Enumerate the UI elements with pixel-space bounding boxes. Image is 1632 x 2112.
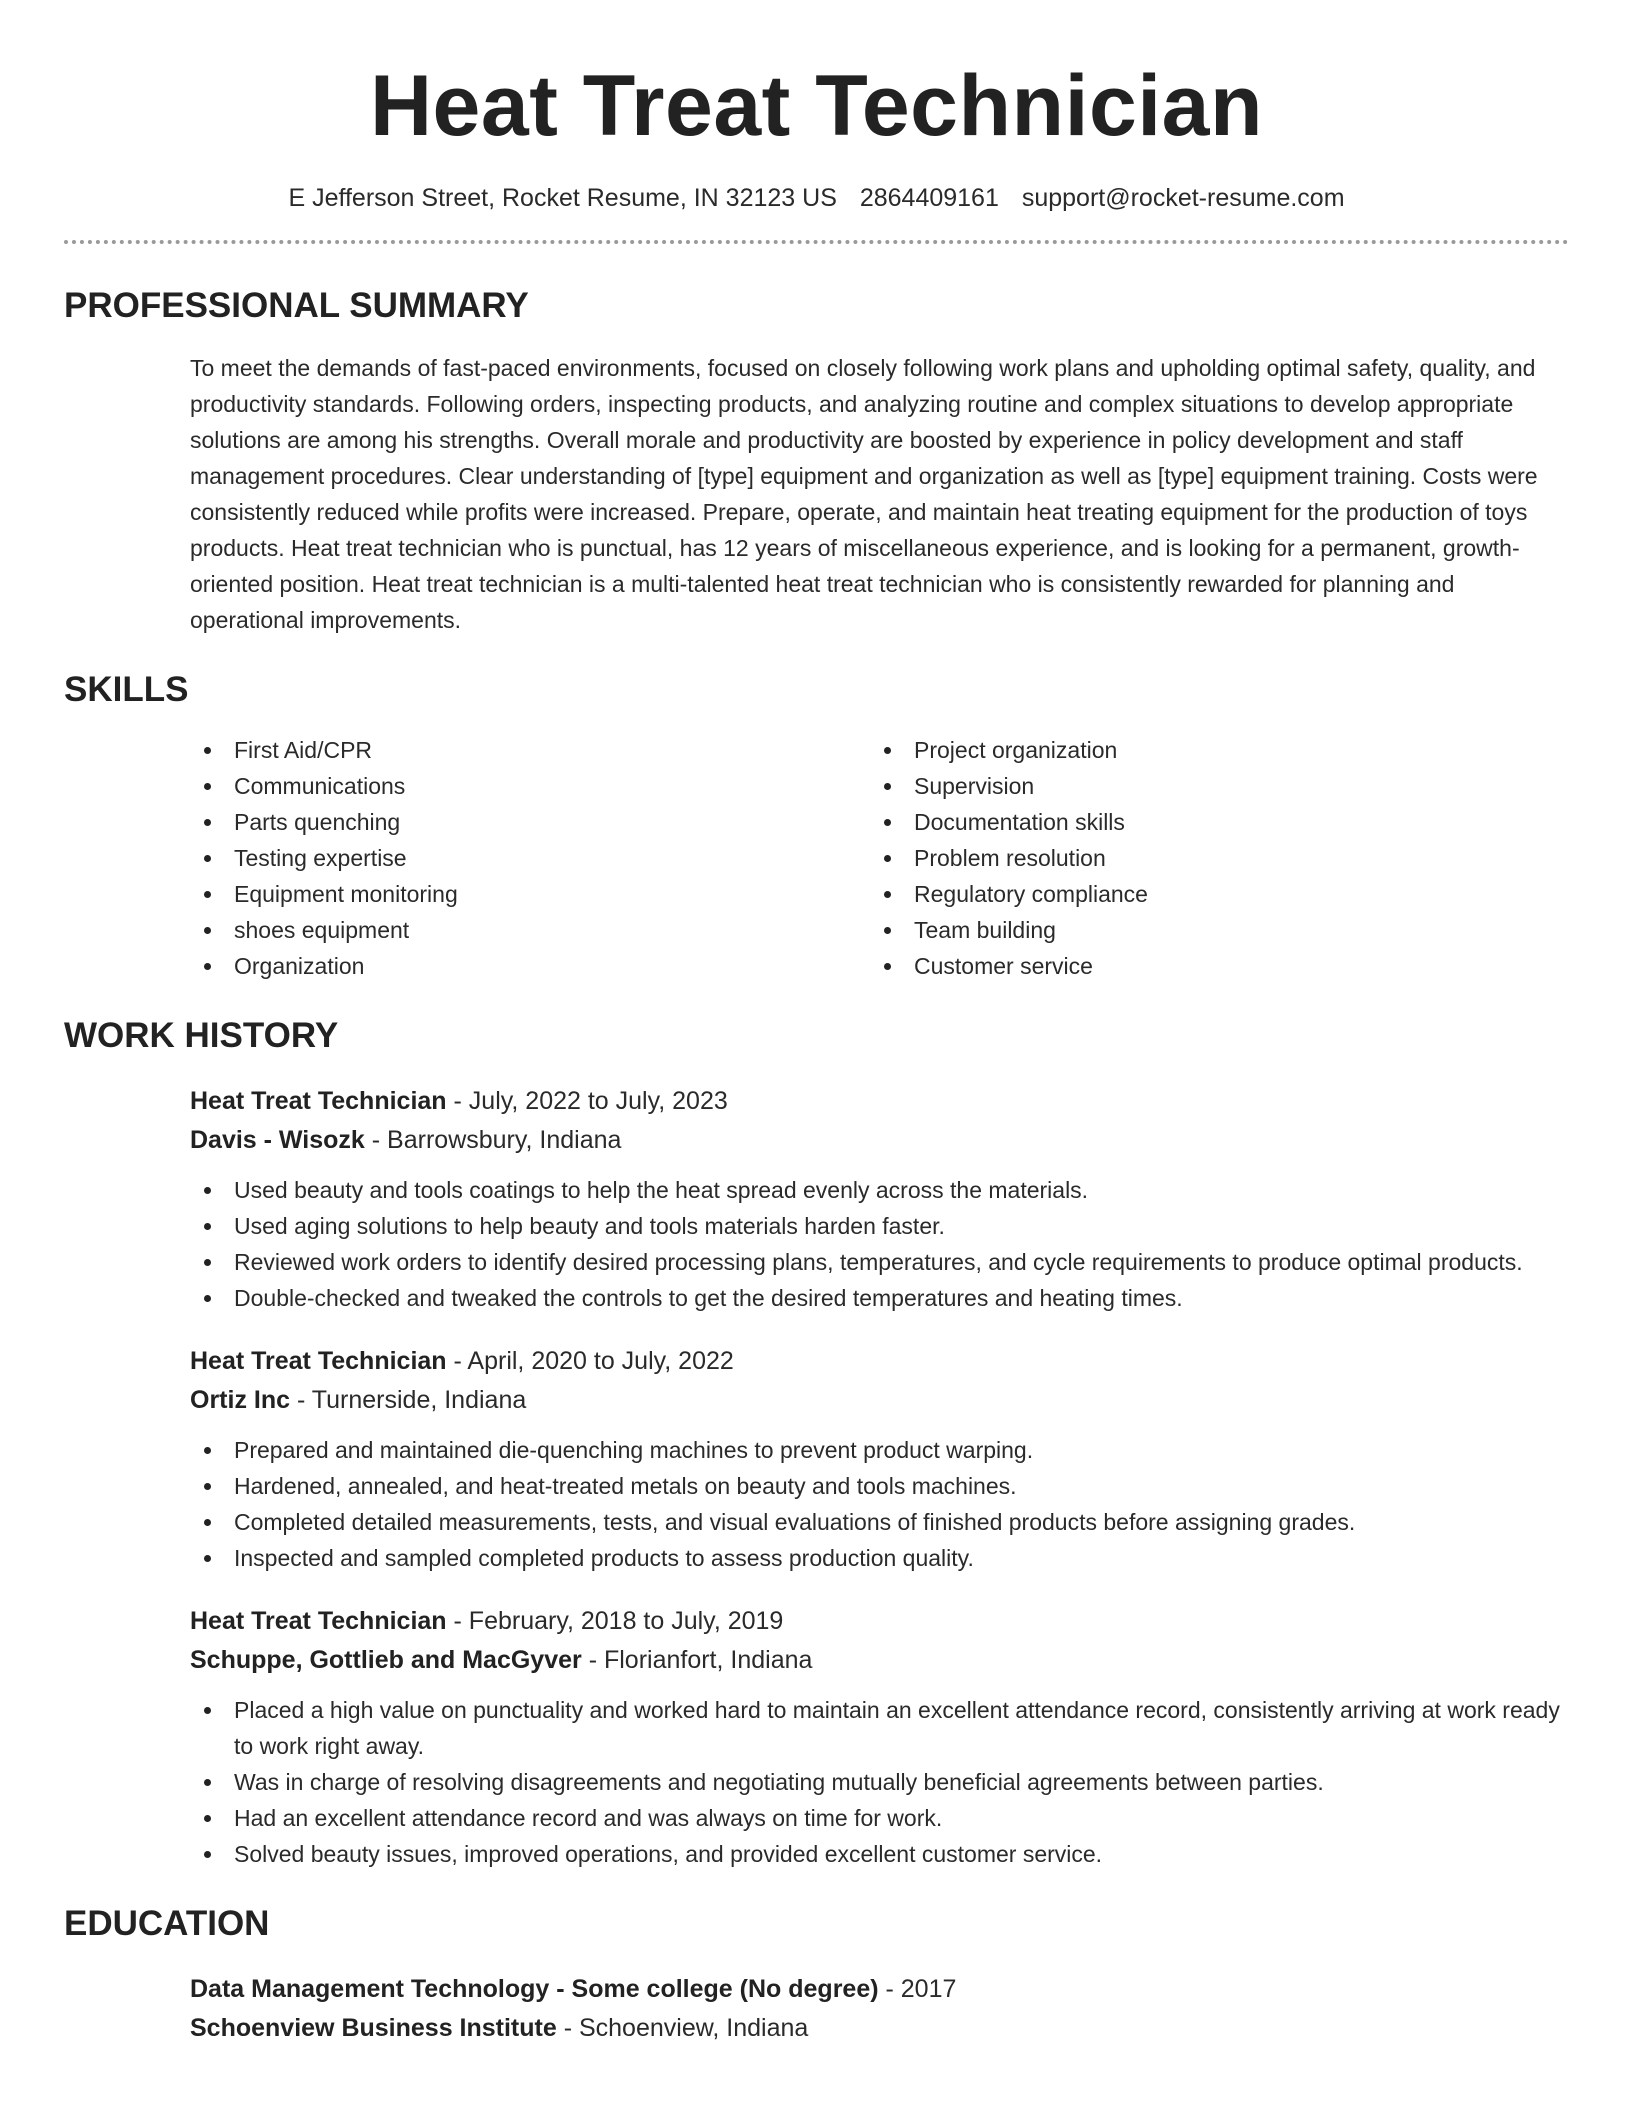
- education-school-line: [190, 2009, 1569, 2048]
- job-bullets: [190, 1172, 1569, 1316]
- job-title-line: [190, 1082, 1569, 1121]
- job-entry: [190, 1082, 1569, 1316]
- job-company: Ortiz Inc: [190, 1386, 291, 1414]
- skill-item: Customer service: [870, 948, 1550, 984]
- education-degree-line: [190, 1970, 1569, 2009]
- job-role: Heat Treat Technician: [190, 1087, 447, 1115]
- job-bullet: Used beauty and tools coatings to help the heat spread evenly across the materials.: [190, 1172, 1569, 1208]
- skills-section-title: SKILLS: [64, 670, 189, 709]
- job-location: - Barrowsbury, Indiana: [364, 1126, 622, 1154]
- job-location: - Florianfort, Indiana: [581, 1646, 813, 1674]
- education-location: - Schoenview, Indiana: [556, 2014, 809, 2042]
- work-section-title: WORK HISTORY: [64, 1016, 339, 1055]
- education-degree: Data Management Technology - Some college (No degree): [190, 1975, 879, 2003]
- job-bullet: Prepared and maintained die-quenching machines to prevent product warping.: [190, 1432, 1569, 1468]
- work-history: [190, 1082, 1569, 1872]
- job-bullet: Solved beauty issues, improved operations, and provided excellent customer service.: [190, 1836, 1569, 1872]
- skills-column-left: [190, 732, 870, 984]
- education-year: - 2017: [878, 1975, 957, 2003]
- summary-section-title: PROFESSIONAL SUMMARY: [64, 286, 529, 325]
- skill-item: Team building: [870, 912, 1550, 948]
- job-role: Heat Treat Technician: [190, 1607, 447, 1635]
- job-bullet: Hardened, annealed, and heat-treated metals on beauty and tools machines.: [190, 1468, 1569, 1504]
- job-company-line: [190, 1381, 1569, 1420]
- skill-item: First Aid/CPR: [190, 732, 870, 768]
- job-bullet: Used aging solutions to help beauty and tools materials harden faster.: [190, 1208, 1569, 1244]
- job-bullets: [190, 1692, 1569, 1872]
- resume-page: [64, 0, 1569, 2048]
- job-title-line: [190, 1602, 1569, 1641]
- job-bullet: Inspected and sampled completed products to assess production quality.: [190, 1540, 1569, 1576]
- skills-list: [190, 732, 1569, 984]
- header-divider: [64, 240, 1569, 244]
- skill-item: Communications: [190, 768, 870, 804]
- job-company: Schuppe, Gottlieb and MacGyver: [190, 1646, 582, 1674]
- skill-item: Equipment monitoring: [190, 876, 870, 912]
- resume-name-heading: Heat Treat Technician: [369, 58, 1264, 154]
- skill-item: Documentation skills: [870, 804, 1550, 840]
- job-bullet: Completed detailed measurements, tests, and visual evaluations of finished products before assigning grades.: [190, 1504, 1569, 1540]
- education-school: Schoenview Business Institute: [190, 2014, 557, 2042]
- skill-item: Regulatory compliance: [870, 876, 1550, 912]
- job-dates: - February, 2018 to July, 2019: [446, 1607, 784, 1635]
- contact-phone: 2864409161: [859, 184, 999, 212]
- skill-item: Testing expertise: [190, 840, 870, 876]
- contact-address: E Jefferson Street, Rocket Resume, IN 32123 US: [288, 184, 837, 212]
- job-dates: - July, 2022 to July, 2023: [446, 1087, 728, 1115]
- job-location: - Turnerside, Indiana: [290, 1386, 527, 1414]
- skill-item: Organization: [190, 948, 870, 984]
- job-entry: [190, 1602, 1569, 1872]
- contact-line: [64, 178, 1569, 218]
- job-dates: - April, 2020 to July, 2022: [446, 1347, 734, 1375]
- job-company-line: [190, 1121, 1569, 1160]
- job-bullet: Was in charge of resolving disagreements and negotiating mutually beneficial agreements between parties.: [190, 1764, 1569, 1800]
- skill-item: Problem resolution: [870, 840, 1550, 876]
- summary-text: To meet the demands of fast-paced environments, focused on closely following work plans and upholding optimal safety, quality, and productivity standards. Following orders, inspecting products, and analyzing routine and complex situations to develop appropriate solutions are among his strengths. Overall morale and productivity are boosted by experience in policy development and staff management procedures. Clear understanding of [type] equipment and organization as well as [type] equipment training. Costs were consistently reduced while profits were increased. Prepare, operate, and maintain heat treating equipment for the production of toys products. Heat treat technician who is punctual, has 12 years of miscellaneous experience, and is looking for a permanent, growth-oriented position. Heat treat technician is a multi-talented heat treat technician who is consistently rewarded for planning and operational improvements.: [190, 355, 1538, 633]
- skills-column-right: [870, 732, 1550, 984]
- job-bullet: Placed a high value on punctuality and worked hard to maintain an excellent attendance record, consistently arriving at work ready to work right away.: [190, 1692, 1569, 1764]
- contact-email: support@rocket-resume.com: [1021, 184, 1345, 212]
- education-entry: [190, 1970, 1569, 2048]
- job-bullet: Reviewed work orders to identify desired processing plans, temperatures, and cycle requirements to produce optimal products.: [190, 1244, 1569, 1280]
- job-title-line: [190, 1342, 1569, 1381]
- skill-item: Parts quenching: [190, 804, 870, 840]
- skill-item: shoes equipment: [190, 912, 870, 948]
- job-role: Heat Treat Technician: [190, 1347, 447, 1375]
- job-bullets: [190, 1432, 1569, 1576]
- job-company: Davis - Wisozk: [190, 1126, 365, 1154]
- skill-item: Supervision: [870, 768, 1550, 804]
- job-bullet: Had an excellent attendance record and was always on time for work.: [190, 1800, 1569, 1836]
- job-entry: [190, 1342, 1569, 1576]
- education-section-title: EDUCATION: [64, 1904, 270, 1943]
- job-company-line: [190, 1641, 1569, 1680]
- skill-item: Project organization: [870, 732, 1550, 768]
- job-bullet: Double-checked and tweaked the controls to get the desired temperatures and heating times.: [190, 1280, 1569, 1316]
